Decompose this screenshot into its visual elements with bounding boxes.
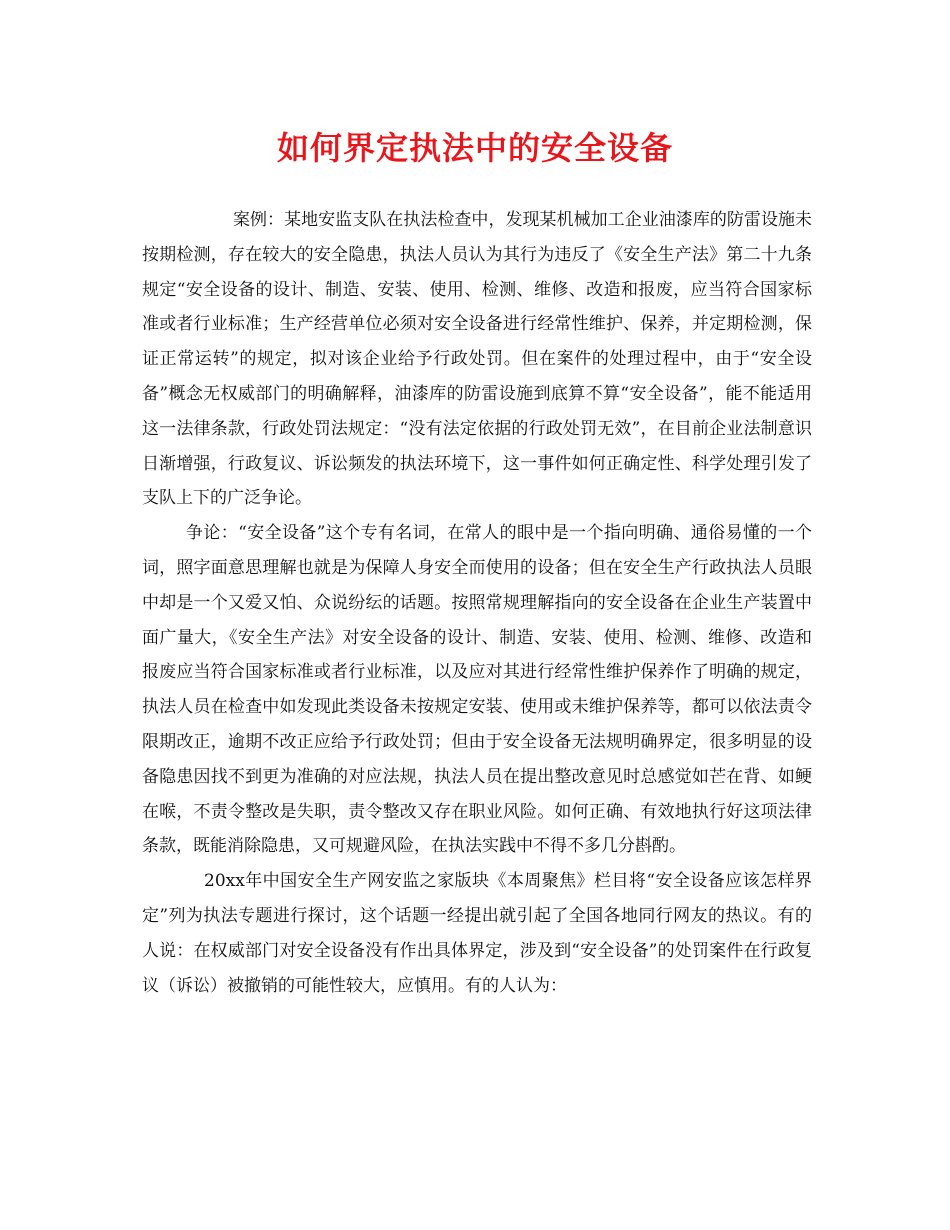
document-body <box>142 203 812 1003</box>
paragraph-case: 案例：某地安监支队在执法检查中，发现某机械加工企业油漆库的防雷设施未按期检测，存在较大的安全隐患，执法人员认为其行为违反了《安全生产法》第二十九条规定“安全设备的设计、制造、安装、使用、检测、维修、改造和报废，应当符合国家标准或者行业标准；生产经营单位必须对安全设备进行经常性维护、保养，并定期检测，保证正常运转”的规定，拟对该企业给予行政处罚。但在案件的处理过程中，由于“安全设备”概念无权威部门的明确解释，油漆库的防雷设施到底算不算“安全设备”，能不能适用这一法律条款，行政处罚法规定：“没有法定依据的行政处罚无效”，在目前企业法制意识日渐增强，行政复议、诉讼频发的执法环境下，这一事件如何正确定性、科学处理引发了支队上下的广泛争论。 <box>142 210 812 509</box>
paragraph-discussion: 20xx年中国安全生产网安监之家版块《本周聚焦》栏目将“安全设备应该怎样界定”列为执法专题进行探讨，这个话题一经提出就引起了全国各地同行网友的热议。有的人说：在权威部门对安全设备没有作出具体界定，涉及到“安全设备”的处罚案件在行政复议（诉讼）被撤销的可能性较大，应慎用。有的人认为： <box>142 871 812 996</box>
page-title: 如何界定执法中的安全设备 <box>276 129 673 167</box>
paragraph-dispute: 争论：“安全设备”这个专有名词，在常人的眼中是一个指向明确、通俗易懂的一个词，照字面意思理解也就是为保障人身安全而使用的设备；但在安全生产行政执法人员眼中却是一个又爱又怕、众说纷纭的话题。按照常规理解指向的安全设备在企业生产装置中面广量大，《安全生产法》对安全设备的设计、制造、安装、使用、检测、维修、改造和报废应当符合国家标准或者行业标准，以及应对其进行经常性维护保养作了明确的规定，执法人员在检查中如发现此类设备未按规定安装、使用或未维护保养等，都可以依法责令限期改正，逾期不改正应给予行政处罚；但由于安全设备无法规明确界定，很多明显的设备隐患因找不到更为准确的对应法规，执法人员在提出整改意见时总感觉如芒在背、如鲠在喉，不责令整改是失职，责令整改又存在职业风险。如何正确、有效地执行好这项法律条款，既能消除隐患，又可规避风险，在执法实践中不得不多几分斟酌。 <box>142 523 812 857</box>
